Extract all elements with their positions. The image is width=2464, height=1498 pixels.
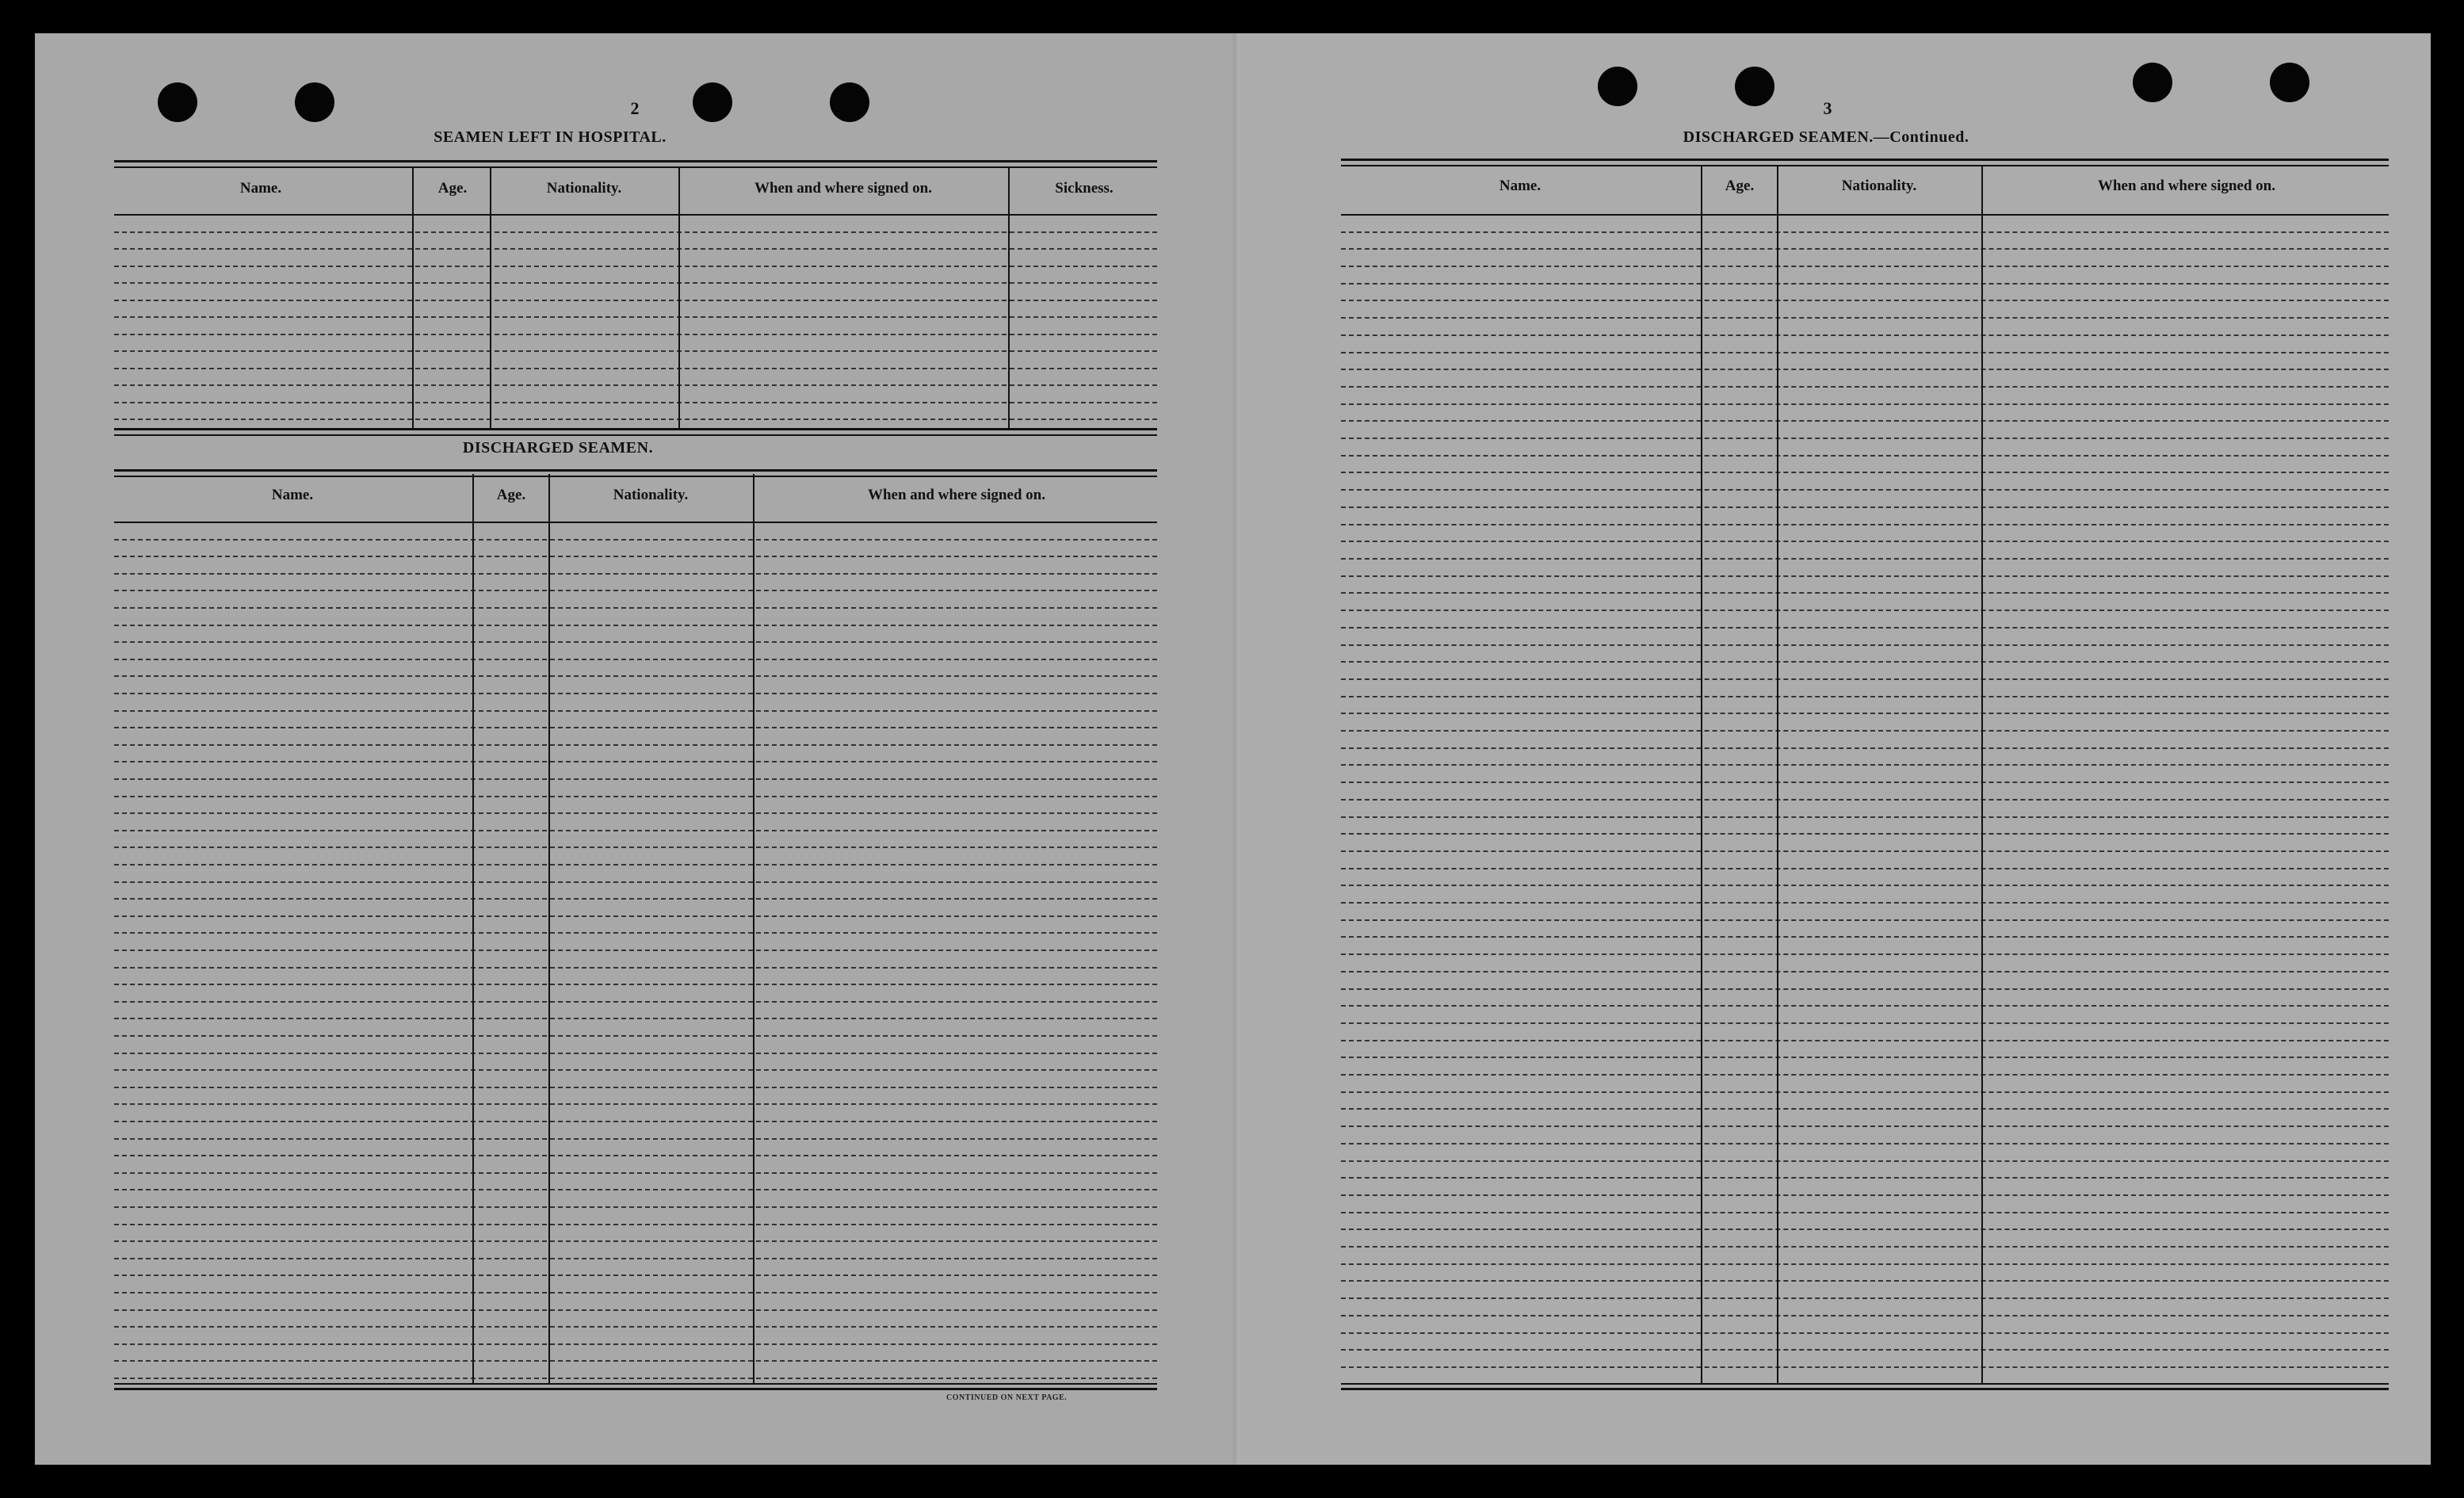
column-divider <box>1777 166 1778 1383</box>
column-header-signed-on: When and where signed on. <box>754 180 932 197</box>
blank-row-line <box>114 1018 1157 1019</box>
blank-row-line <box>1341 1022 2389 1024</box>
column-header-age: Age. <box>1725 178 1755 194</box>
column-divider <box>1981 166 1983 1383</box>
blank-row-line <box>1341 575 2389 577</box>
blank-row-line <box>114 1035 1157 1037</box>
table-rule <box>114 428 1157 430</box>
blank-row-line <box>114 950 1157 951</box>
blank-row-line <box>114 898 1157 900</box>
blank-row-line <box>114 573 1157 575</box>
punch-hole <box>1735 67 1774 106</box>
blank-row-line <box>114 1172 1157 1174</box>
blank-row-line <box>1341 524 2389 525</box>
column-header-age: Age. <box>437 180 468 197</box>
blank-row-line <box>1341 902 2389 904</box>
blank-row-line <box>114 1360 1157 1362</box>
blank-row-line <box>114 1189 1157 1190</box>
blank-row-line <box>114 710 1157 712</box>
blank-row-line <box>114 881 1157 883</box>
table-rule <box>114 1383 1157 1385</box>
blank-row-line <box>1341 1263 2389 1265</box>
blank-row-line <box>1341 919 2389 921</box>
blank-row-line <box>1341 1366 2389 1368</box>
punch-hole <box>830 82 869 122</box>
blank-row-line <box>1341 1349 2389 1351</box>
blank-row-line <box>1341 988 2389 990</box>
blank-row-line <box>1341 764 2389 766</box>
blank-row-line <box>1341 506 2389 508</box>
blank-row-line <box>1341 455 2389 457</box>
punch-hole <box>693 82 732 122</box>
blank-row-line <box>114 744 1157 746</box>
blank-row-line <box>114 1138 1157 1140</box>
column-divider <box>1008 166 1010 428</box>
blank-row-line <box>1341 472 2389 473</box>
blank-row-line <box>1341 1194 2389 1196</box>
table-rule <box>114 1388 1157 1390</box>
blank-row-line <box>1341 1057 2389 1058</box>
blank-row-line <box>1341 799 2389 801</box>
blank-row-line <box>1341 627 2389 629</box>
column-header-nationality: Nationality. <box>1841 178 1917 194</box>
blank-row-line <box>114 830 1157 831</box>
column-header-nationality: Nationality. <box>546 180 622 197</box>
table-rule <box>114 434 1157 436</box>
blank-row-line <box>1341 266 2389 267</box>
blank-row-line <box>1341 352 2389 353</box>
discharged-section-title: DISCHARGED SEAMEN. <box>462 439 654 457</box>
blank-row-line <box>114 675 1157 677</box>
blank-row-line <box>1341 317 2389 319</box>
blank-row-line <box>114 1274 1157 1276</box>
blank-row-line <box>114 1309 1157 1311</box>
blank-row-line <box>114 350 1157 352</box>
table-rule <box>1341 1383 2389 1385</box>
blank-row-line <box>1341 1074 2389 1076</box>
column-header-name: Name. <box>271 487 314 503</box>
blank-row-line <box>1341 1280 2389 1282</box>
blank-row-line <box>1341 678 2389 680</box>
blank-row-line <box>114 727 1157 728</box>
blank-row-line <box>114 864 1157 866</box>
blank-row-line <box>114 659 1157 660</box>
blank-row-line <box>114 248 1157 250</box>
blank-row-line <box>114 1326 1157 1328</box>
blank-row-line <box>1341 1091 2389 1093</box>
blank-row-line <box>114 1155 1157 1156</box>
continued-note: CONTINUED ON NEXT PAGE. <box>946 1393 1068 1402</box>
blank-row-line <box>114 300 1157 301</box>
column-header-signed-on: When and where signed on. <box>2097 178 2275 194</box>
blank-row-line <box>114 384 1157 386</box>
blank-row-line <box>1341 248 2389 250</box>
blank-row-line <box>1341 713 2389 714</box>
blank-row-line <box>1341 971 2389 973</box>
table-rule <box>1341 1388 2389 1390</box>
blank-row-line <box>1341 1297 2389 1299</box>
scanned-form <box>35 33 2431 1465</box>
blank-row-line <box>1341 1212 2389 1213</box>
blank-row-line <box>1341 541 2389 542</box>
blank-row-line <box>114 641 1157 643</box>
blank-row-line <box>1341 868 2389 869</box>
blank-row-line <box>1341 369 2389 370</box>
blank-row-line <box>114 1087 1157 1088</box>
blank-row-line <box>114 590 1157 591</box>
blank-row-line <box>1341 420 2389 422</box>
discharged-continued-title: DISCHARGED SEAMEN.—Continued. <box>1683 128 1969 146</box>
blank-row-line <box>1341 661 2389 663</box>
column-header-signed-on: When and where signed on. <box>867 487 1045 503</box>
blank-row-line <box>114 402 1157 403</box>
blank-row-line <box>1341 1332 2389 1334</box>
punch-hole <box>2133 63 2172 102</box>
blank-row-line <box>1341 386 2389 388</box>
blank-row-line <box>114 282 1157 284</box>
column-divider <box>678 166 680 428</box>
blank-row-line <box>114 334 1157 335</box>
hospital-section-title: SEAMEN LEFT IN HOSPITAL. <box>434 128 667 146</box>
blank-row-line <box>114 796 1157 797</box>
table-rule <box>114 476 1157 477</box>
blank-row-line <box>114 984 1157 985</box>
blank-row-line <box>114 625 1157 626</box>
table-rule <box>1341 159 2389 161</box>
blank-row-line <box>1341 885 2389 886</box>
blank-row-line <box>1341 644 2389 646</box>
blank-row-line <box>1341 300 2389 301</box>
blank-row-line <box>1341 1005 2389 1007</box>
blank-row-line <box>1341 231 2389 233</box>
table-rule <box>114 214 1157 216</box>
blank-row-line <box>114 1121 1157 1122</box>
blank-row-line <box>1341 438 2389 439</box>
blank-row-line <box>114 1343 1157 1345</box>
table-rule <box>114 166 1157 168</box>
punch-hole <box>1598 67 1637 106</box>
blank-row-line <box>1341 936 2389 938</box>
column-divider <box>548 474 550 1383</box>
blank-row-line <box>114 932 1157 934</box>
blank-row-line <box>1341 610 2389 611</box>
blank-row-line <box>1341 1315 2389 1316</box>
left-page <box>35 33 1240 1465</box>
blank-row-line <box>114 915 1157 917</box>
column-header-age: Age. <box>496 487 526 503</box>
column-header-name: Name. <box>1499 178 1541 194</box>
blank-row-line <box>1341 730 2389 732</box>
blank-row-line <box>114 1053 1157 1054</box>
blank-row-line <box>1341 1177 2389 1179</box>
blank-row-line <box>114 316 1157 318</box>
blank-row-line <box>1341 1040 2389 1041</box>
blank-row-line <box>114 1224 1157 1225</box>
page-number: 2 <box>630 98 640 118</box>
column-divider <box>753 474 754 1383</box>
punch-hole <box>2270 63 2309 102</box>
blank-row-line <box>1341 816 2389 818</box>
page-number: 3 <box>1823 98 1832 118</box>
column-divider <box>472 474 474 1383</box>
blank-row-line <box>114 1258 1157 1259</box>
table-rule <box>114 469 1157 472</box>
blank-row-line <box>1341 696 2389 697</box>
blank-row-line <box>114 539 1157 541</box>
blank-row-line <box>114 1240 1157 1242</box>
column-divider <box>412 166 414 428</box>
blank-row-line <box>114 607 1157 609</box>
blank-row-line <box>114 1001 1157 1003</box>
blank-row-line <box>1341 850 2389 852</box>
blank-row-line <box>1341 489 2389 491</box>
blank-row-line <box>114 967 1157 969</box>
blank-row-line <box>1341 403 2389 405</box>
blank-row-line <box>1341 781 2389 783</box>
blank-row-line <box>1341 1246 2389 1248</box>
blank-row-line <box>114 418 1157 420</box>
blank-row-line <box>1341 1108 2389 1110</box>
blank-row-line <box>1341 833 2389 835</box>
blank-row-line <box>1341 283 2389 285</box>
column-divider <box>490 166 491 428</box>
blank-row-line <box>114 778 1157 780</box>
table-rule <box>1341 214 2389 216</box>
blank-row-line <box>1341 558 2389 560</box>
table-rule <box>114 522 1157 523</box>
blank-row-line <box>114 693 1157 694</box>
blank-row-line <box>114 1069 1157 1071</box>
table-rule <box>114 160 1157 162</box>
blank-row-line <box>1341 592 2389 594</box>
blank-row-line <box>114 556 1157 557</box>
blank-row-line <box>114 761 1157 762</box>
column-divider <box>1701 166 1702 1383</box>
blank-row-line <box>114 846 1157 848</box>
column-header-sickness: Sickness. <box>1055 180 1114 197</box>
blank-row-line <box>114 812 1157 814</box>
table-rule <box>1341 165 2389 166</box>
right-page <box>1240 33 2431 1465</box>
blank-row-line <box>1341 1229 2389 1230</box>
blank-row-line <box>1341 334 2389 336</box>
column-header-name: Name. <box>239 180 282 197</box>
blank-row-line <box>114 1103 1157 1105</box>
punch-hole <box>158 82 197 122</box>
punch-hole <box>295 82 334 122</box>
blank-row-line <box>1341 1125 2389 1127</box>
blank-row-line <box>114 1292 1157 1294</box>
blank-row-line <box>114 368 1157 369</box>
blank-row-line <box>1341 1143 2389 1145</box>
blank-row-line <box>1341 747 2389 749</box>
blank-row-line <box>114 1206 1157 1208</box>
blank-row-line <box>114 266 1157 267</box>
blank-row-line <box>114 231 1157 233</box>
blank-row-line <box>114 1378 1157 1379</box>
column-header-nationality: Nationality. <box>613 487 689 503</box>
blank-row-line <box>1341 1160 2389 1162</box>
blank-row-line <box>1341 953 2389 955</box>
